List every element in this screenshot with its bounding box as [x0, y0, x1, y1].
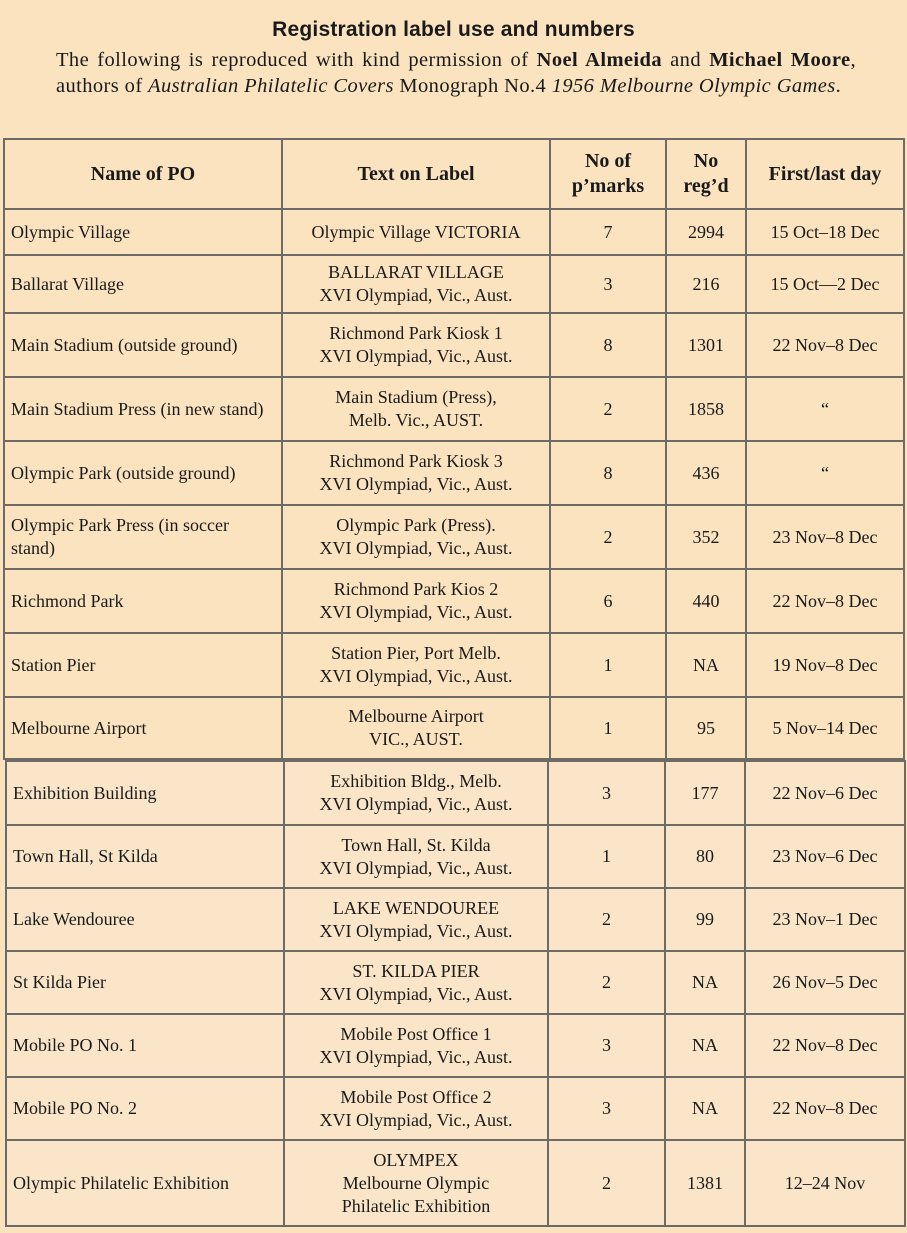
po-name-cell: Main Stadium Press (in new stand) — [4, 377, 282, 441]
days-cell: “ — [746, 377, 904, 441]
label-text-cell — [282, 697, 550, 759]
intro-text: The following is reproduced with kind permission of — [56, 49, 537, 71]
days-cell: 5 Nov–14 Dec — [746, 697, 904, 759]
intro-text: and — [661, 49, 710, 71]
po-name-cell: Olympic Philatelic Exhibition — [6, 1140, 284, 1226]
table-row — [6, 1077, 905, 1140]
days-cell: 23 Nov–8 Dec — [746, 505, 904, 569]
regd-cell: 2994 — [666, 209, 746, 255]
label-text-cell — [284, 825, 548, 888]
label-line: Philatelic Exhibition — [341, 1195, 491, 1216]
label-text-cell — [282, 505, 550, 569]
label-line: XVI Olympiad, Vic., Aust. — [319, 983, 513, 1004]
days-cell: 15 Oct—2 Dec — [746, 255, 904, 313]
table-row — [4, 569, 904, 633]
pmarks-cell: 1 — [550, 633, 666, 697]
label-text-cell — [282, 209, 550, 255]
intro-text: Monograph No.4 — [393, 75, 552, 97]
table-row — [6, 825, 905, 888]
pmarks-cell: 7 — [550, 209, 666, 255]
table-row — [6, 761, 905, 825]
regd-cell: 352 — [666, 505, 746, 569]
label-line: Town Hall, St. Kilda — [341, 834, 491, 855]
label-line: Melb. Vic., AUST. — [348, 410, 484, 430]
po-name-cell: Richmond Park — [4, 569, 282, 633]
table-row — [4, 377, 904, 441]
label-line: XVI Olympiad, Vic., Aust. — [319, 474, 513, 494]
table-row — [4, 633, 904, 697]
days-cell: 15 Oct–18 Dec — [746, 209, 904, 255]
label-line: XVI Olympiad, Vic., Aust. — [319, 1109, 513, 1130]
days-cell: 19 Nov–8 Dec — [746, 633, 904, 697]
po-name-cell: Olympic Park (outside ground) — [4, 441, 282, 505]
regd-cell: 80 — [665, 825, 745, 888]
label-line: XVI Olympiad, Vic., Aust. — [319, 857, 513, 878]
days-cell: 22 Nov–8 Dec — [746, 569, 904, 633]
header-label-text: Text on Label — [282, 139, 550, 209]
intro-text: , authors of — [56, 49, 856, 97]
table-row — [4, 505, 904, 569]
label-line: Exhibition Bldg., Melb. — [330, 771, 502, 791]
po-name-cell: Melbourne Airport — [4, 697, 282, 759]
label-line: LAKE WENDOUREE — [332, 897, 500, 918]
label-line: XVI Olympiad, Vic., Aust. — [319, 1046, 513, 1067]
pmarks-cell: 2 — [550, 377, 666, 441]
label-text-cell — [284, 761, 548, 825]
table-row — [6, 1140, 905, 1226]
label-text-cell — [284, 1014, 548, 1077]
days-cell: 23 Nov–1 Dec — [745, 888, 905, 951]
table-header-row — [4, 139, 904, 209]
label-text-cell — [282, 377, 550, 441]
intro-text: . — [835, 75, 842, 97]
regd-cell: 440 — [666, 569, 746, 633]
label-line: XVI Olympiad, Vic., Aust. — [319, 602, 513, 622]
pmarks-cell: 2 — [550, 505, 666, 569]
label-line: BALLARAT VILLAGE — [328, 262, 504, 282]
label-line: XVI Olympiad, Vic., Aust. — [319, 538, 513, 558]
table-row — [4, 209, 904, 255]
registration-table-top — [3, 138, 905, 760]
table-row — [4, 313, 904, 377]
label-text-cell — [282, 633, 550, 697]
po-name-cell: Station Pier — [4, 633, 282, 697]
regd-cell: NA — [666, 633, 746, 697]
regd-cell: 436 — [666, 441, 746, 505]
days-cell: 22 Nov–8 Dec — [745, 1077, 905, 1140]
regd-cell: NA — [665, 1077, 745, 1140]
pmarks-cell: 8 — [550, 313, 666, 377]
header-regd: No reg’d — [666, 139, 746, 209]
po-name-cell: Mobile PO No. 2 — [6, 1077, 284, 1140]
label-line: Richmond Park Kiosk 3 — [329, 451, 503, 471]
regd-cell: NA — [665, 951, 745, 1014]
po-name-cell: Mobile PO No. 1 — [6, 1014, 284, 1077]
header-pmarks: No of p’marks — [550, 139, 666, 209]
po-name-cell: Town Hall, St Kilda — [6, 825, 284, 888]
label-text-cell — [282, 255, 550, 313]
pmarks-cell: 3 — [548, 761, 665, 825]
pmarks-cell: 2 — [548, 951, 665, 1014]
table-row — [4, 697, 904, 759]
publication-title: Australian Philatelic Covers — [148, 75, 394, 97]
label-line: Olympic Village VICTORIA — [311, 221, 521, 242]
author-name: Michael Moore — [709, 49, 851, 71]
pmarks-cell: 3 — [548, 1014, 665, 1077]
label-line: XVI Olympiad, Vic., Aust. — [319, 920, 513, 941]
days-cell: 22 Nov–8 Dec — [746, 313, 904, 377]
label-line: XVI Olympiad, Vic., Aust. — [319, 666, 513, 686]
pmarks-cell: 3 — [548, 1077, 665, 1140]
po-name-cell: Olympic Park Press (in soccer stand) — [4, 505, 282, 569]
label-text-cell — [284, 888, 548, 951]
label-text-cell — [282, 313, 550, 377]
label-line: VIC., AUST. — [369, 729, 463, 749]
label-text-cell — [282, 441, 550, 505]
po-name-cell: Main Stadium (outside ground) — [4, 313, 282, 377]
intro-paragraph — [56, 47, 856, 99]
pmarks-cell: 1 — [550, 697, 666, 759]
table-row — [6, 1014, 905, 1077]
label-line: XVI Olympiad, Vic., Aust. — [319, 285, 513, 305]
label-text-cell — [284, 951, 548, 1014]
table-row — [6, 951, 905, 1014]
monograph-title: 1956 Melbourne Olympic Games — [551, 75, 836, 97]
regd-cell: 1858 — [666, 377, 746, 441]
regd-cell: 1381 — [665, 1140, 745, 1226]
label-line: Mobile Post Office 2 — [340, 1086, 492, 1107]
label-line: Richmond Park Kiosk 1 — [329, 323, 503, 343]
label-text-cell — [284, 1077, 548, 1140]
table-row — [4, 255, 904, 313]
label-line: XVI Olympiad, Vic., Aust. — [319, 346, 513, 366]
pmarks-cell: 1 — [548, 825, 665, 888]
label-line: OLYMPEX — [373, 1149, 459, 1170]
po-name-cell: Exhibition Building — [6, 761, 284, 825]
po-name-cell: Ballarat Village — [4, 255, 282, 313]
regd-cell: 95 — [666, 697, 746, 759]
po-name-cell: Olympic Village — [4, 209, 282, 255]
page-title: Registration label use and numbers — [272, 18, 635, 41]
days-cell: 22 Nov–6 Dec — [745, 761, 905, 825]
days-cell: 23 Nov–6 Dec — [745, 825, 905, 888]
regd-cell: 1301 — [666, 313, 746, 377]
label-text-cell — [284, 1140, 548, 1226]
table-row — [6, 888, 905, 951]
regd-cell: 216 — [666, 255, 746, 313]
label-text-cell — [282, 569, 550, 633]
label-line: Richmond Park Kios 2 — [333, 579, 499, 599]
label-line: Station Pier, Port Melb. — [331, 643, 501, 663]
pmarks-cell: 8 — [550, 441, 666, 505]
label-line: Melbourne Airport — [348, 706, 484, 726]
label-line: Olympic Park (Press). — [336, 515, 496, 535]
label-line: ST. KILDA PIER — [352, 960, 480, 981]
regd-cell: NA — [665, 1014, 745, 1077]
days-cell: “ — [746, 441, 904, 505]
label-line: Mobile Post Office 1 — [340, 1023, 492, 1044]
table-row — [4, 441, 904, 505]
author-name: Noel Almeida — [536, 49, 662, 71]
header-days: First/last day — [746, 139, 904, 209]
pmarks-cell: 2 — [548, 1140, 665, 1226]
regd-cell: 99 — [665, 888, 745, 951]
pmarks-cell: 3 — [550, 255, 666, 313]
pmarks-cell: 6 — [550, 569, 666, 633]
days-cell: 12–24 Nov — [745, 1140, 905, 1226]
label-line: Main Stadium (Press), — [335, 387, 497, 407]
regd-cell: 177 — [665, 761, 745, 825]
header-name: Name of PO — [4, 139, 282, 209]
days-cell: 26 Nov–5 Dec — [745, 951, 905, 1014]
po-name-cell: St Kilda Pier — [6, 951, 284, 1014]
days-cell: 22 Nov–8 Dec — [745, 1014, 905, 1077]
label-line: Melbourne Olympic — [342, 1172, 490, 1193]
label-line: XVI Olympiad, Vic., Aust. — [319, 794, 513, 814]
registration-table-bottom — [5, 760, 906, 1227]
pmarks-cell: 2 — [548, 888, 665, 951]
po-name-cell: Lake Wendouree — [6, 888, 284, 951]
